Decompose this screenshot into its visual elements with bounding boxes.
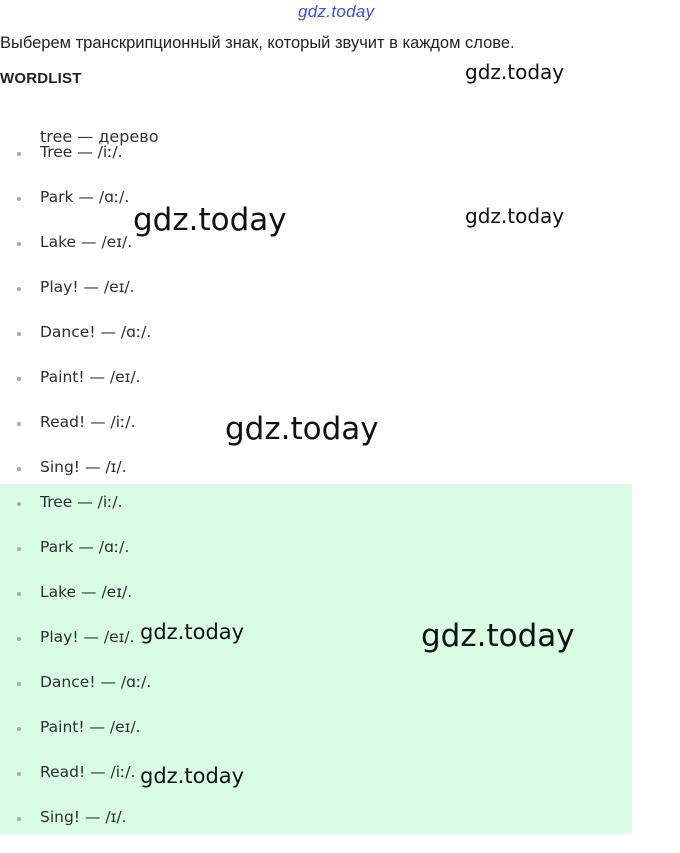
word-entry: Play! — /eɪ/. bbox=[40, 628, 135, 646]
bullet-icon bbox=[17, 772, 21, 776]
word-entry: Dance! — /ɑː/. bbox=[40, 323, 152, 341]
word-entry: Park — /ɑː/. bbox=[40, 188, 130, 206]
bullet-icon bbox=[17, 377, 21, 381]
word-entry: Park — /ɑː/. bbox=[40, 538, 130, 556]
clipped-text: tree — дерево bbox=[40, 127, 159, 146]
word-entry: Tree — /iː/. bbox=[40, 493, 123, 511]
bullet-icon bbox=[17, 287, 21, 291]
watermark: gdz.today bbox=[225, 411, 379, 447]
bullet-icon bbox=[17, 682, 21, 686]
bullet-icon bbox=[17, 152, 21, 156]
bullet-icon bbox=[17, 332, 21, 336]
bullet-icon bbox=[17, 727, 21, 731]
bullet-icon bbox=[17, 197, 21, 201]
clipped-text-line bbox=[40, 118, 159, 146]
word-entry: Lake — /eɪ/. bbox=[40, 583, 133, 601]
bullet-icon bbox=[17, 592, 21, 596]
word-entry: Play! — /eɪ/. bbox=[40, 278, 135, 296]
section-title: WORDLIST bbox=[0, 70, 82, 87]
word-entry: Paint! — /eɪ/. bbox=[40, 718, 141, 736]
bullet-icon bbox=[17, 502, 21, 506]
highlighted-block bbox=[0, 484, 632, 834]
site-logo[interactable]: gdz.today bbox=[298, 2, 375, 21]
watermark: gdz.today bbox=[465, 60, 565, 84]
watermark: gdz.today bbox=[133, 202, 287, 238]
bullet-icon bbox=[17, 637, 21, 641]
watermark: gdz.today bbox=[421, 618, 575, 654]
word-entry: Tree — /iː/. bbox=[40, 143, 123, 161]
bullet-icon bbox=[17, 817, 21, 821]
watermark: gdz.today bbox=[140, 764, 245, 788]
word-entry: Read! — /iː/. bbox=[40, 413, 136, 431]
word-entry: Sing! — /ɪ/. bbox=[40, 808, 127, 826]
watermark: gdz.today bbox=[140, 620, 245, 644]
word-entry: Read! — /iː/. bbox=[40, 763, 136, 781]
bullet-icon bbox=[17, 467, 21, 471]
word-entry: Sing! — /ɪ/. bbox=[40, 458, 127, 476]
bullet-icon bbox=[17, 242, 21, 246]
word-entry: Lake — /eɪ/. bbox=[40, 233, 133, 251]
intro-text: Выберем транскрипционный знак, который звучит в каждом слове. bbox=[0, 34, 515, 52]
bullet-icon bbox=[17, 547, 21, 551]
word-entry: Paint! — /eɪ/. bbox=[40, 368, 141, 386]
watermark: gdz.today bbox=[465, 204, 565, 228]
word-entry: Dance! — /ɑː/. bbox=[40, 673, 152, 691]
bullet-icon bbox=[17, 422, 21, 426]
